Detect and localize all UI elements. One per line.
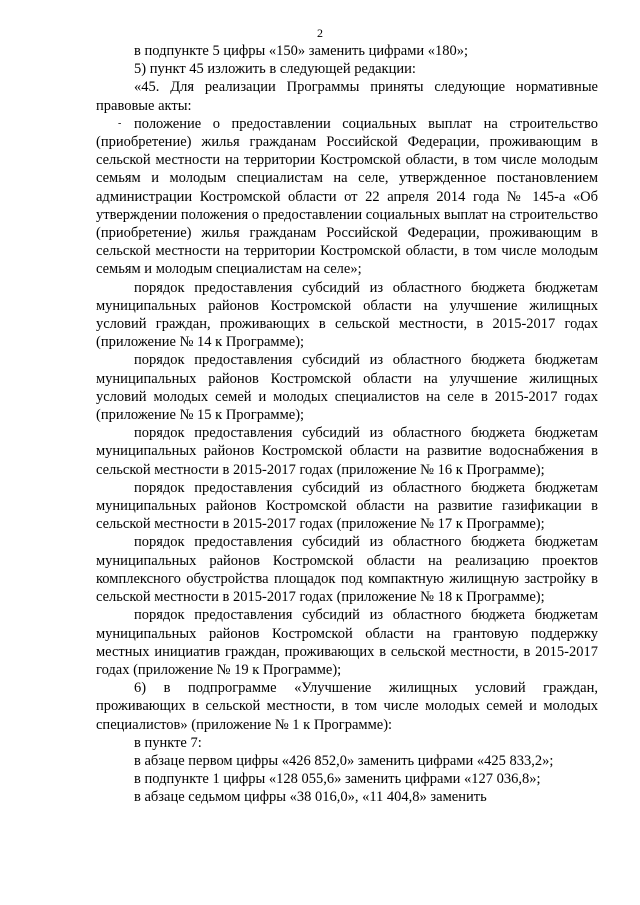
paragraph: порядок предоставления субсидий из областного бюджета бюджетам муниципальных районов Костромской области на грантовую поддержку местных инициатив граждан, проживающих в сельской местности, в 2015-2017 годах (приложение № 19 к Программе);: [96, 607, 598, 678]
paragraph: в абзаце первом цифры «426 852,0» заменить цифрами «425 833,2»;: [134, 752, 554, 769]
paragraph: в пункте 7:: [134, 734, 202, 751]
paragraph: в абзаце седьмом цифры «38 016,0», «11 404,8» заменить: [134, 789, 487, 806]
list-marker: -: [118, 117, 122, 129]
paragraph: в подпункте 5 цифры «150» заменить цифрами «180»;: [134, 43, 469, 59]
paragraph: порядок предоставления субсидий из областного бюджета бюджетам муниципальных районов Костромской области на улучшение жилищных условий граждан, проживающих в сельской местности, в 2015-2017 годах (приложение № 14 к Программе);: [96, 279, 598, 351]
paragraph: порядок предоставления субсидий из областного бюджета бюджетам муниципальных районов Костромской области на развитие газификации в сельской местности в 2015-2017 годах (приложение № 17 к Программе);: [96, 479, 598, 533]
document-body: [96, 42, 598, 807]
paragraph: 5) пункт 45 изложить в следующей редакции:: [134, 61, 416, 78]
paragraph: порядок предоставления субсидий из областного бюджета бюджетам муниципальных районов Костромской области на развитие водоснабжения в сельской местности в 2015-2017 годах (приложение № 16 к Программе);: [96, 425, 598, 478]
paragraph: положение о предоставлении социальных выплат на строительство (приобретение) жилья гражданам Российской Федерации, проживающим в сельской местности на территории Костромской области, в том числе молодым семьям и молодым специалистам на селе, утвержденное постановлением администрации Костромской области от 22 апреля 2014 года № 145-а «Об утверждении положения о предоставлении социальных выплат на строительство (приобретение) жилья гражданам Российской Федерации, проживающим в сельской местности на территории Костромской области, в том числе молодым семьям и молодым специалистам на селе»;: [96, 115, 598, 278]
page-number: 2: [317, 26, 323, 40]
paragraph: в подпункте 1 цифры «128 055,6» заменить цифрами «127 036,8»;: [134, 771, 541, 788]
bulleted-paragraph: [96, 115, 598, 279]
paragraph: «45. Для реализации Программы приняты следующие нормативные правовые акты:: [96, 79, 598, 114]
paragraph: порядок предоставления субсидий из областного бюджета бюджетам муниципальных районов Костромской области на улучшение жилищных условий молодых семей и молодых специалистов на селе в 2015-2017 годах (приложение № 15 к Программе);: [96, 352, 598, 424]
paragraph: 6) в подпрограмме «Улучшение жилищных условий граждан, проживающих в сельской местности, в том числе молодых семей и молодых специалистов» (приложение № 1 к Программе):: [96, 680, 598, 733]
paragraph: порядок предоставления субсидий из областного бюджета бюджетам муниципальных районов Костромской области на реализацию проектов комплексного обустройства площадок под компактную жилищную застройку в сельской местности в 2015-2017 годах (приложение № 18 к Программе);: [96, 534, 598, 606]
